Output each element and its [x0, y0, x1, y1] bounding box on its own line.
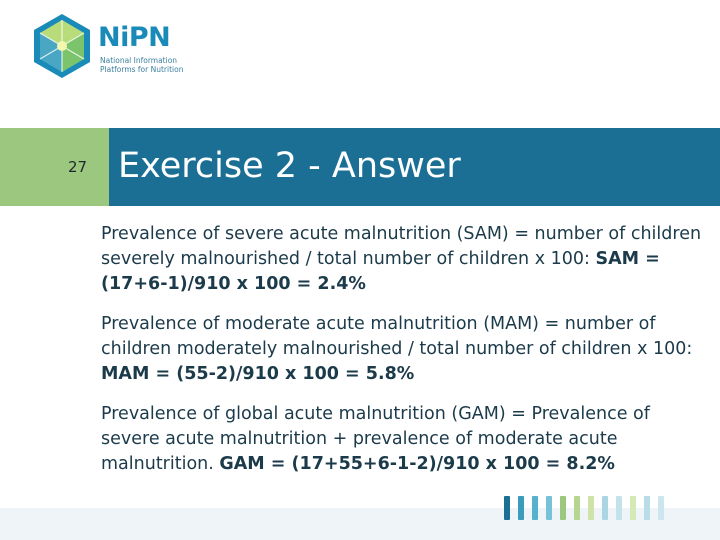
paragraph-mam — [101, 312, 713, 387]
footer-bar — [518, 496, 524, 520]
paragraph-sam — [101, 222, 713, 297]
formula-sam: SAM =(17+6-1)/910 x 100 = 2.4% — [101, 249, 660, 294]
nipn-cube-icon — [30, 12, 94, 80]
formula-gam: GAM = (17+55+6-1-2)/910 x 100 = 8.2% — [219, 454, 615, 474]
slide-body — [101, 222, 713, 492]
footer-bar — [602, 496, 608, 520]
logo-brand-text: NiPN — [98, 22, 171, 53]
footer-bar — [532, 496, 538, 520]
slide-number: 27 — [68, 158, 88, 176]
formula-mam: MAM = (55-2)/910 x 100 = 5.8% — [101, 364, 415, 384]
footer-bar — [658, 496, 664, 520]
paragraph-text: Prevalence of moderate acute malnutrition (MAM) = number of children moderately malnourished / total number of children x 100: — [101, 314, 693, 359]
footer-bar — [504, 496, 510, 520]
footer-bar — [630, 496, 636, 520]
footer-bar — [644, 496, 650, 520]
footer-bar — [616, 496, 622, 520]
footer-bar — [560, 496, 566, 520]
paragraph-text: Prevalence of severe acute malnutrition (SAM) = number of children severely malnourished / total number of children x 100: — [101, 224, 702, 269]
footer-bar — [574, 496, 580, 520]
footer-bar — [546, 496, 552, 520]
logo-tagline: National Information Platforms for Nutrition — [100, 56, 184, 74]
paragraph-text: Prevalence of global acute malnutrition (GAM) = Prevalence of severe acute malnutrition + prevalence of moderate acute malnutrition. — [101, 404, 650, 474]
paragraph-gam — [101, 402, 713, 477]
nipn-logo — [24, 12, 184, 84]
footer-bar — [588, 496, 594, 520]
slide-number-band — [0, 128, 109, 206]
slide-title: Exercise 2 - Answer — [118, 146, 461, 186]
footer-decoration — [504, 496, 668, 520]
